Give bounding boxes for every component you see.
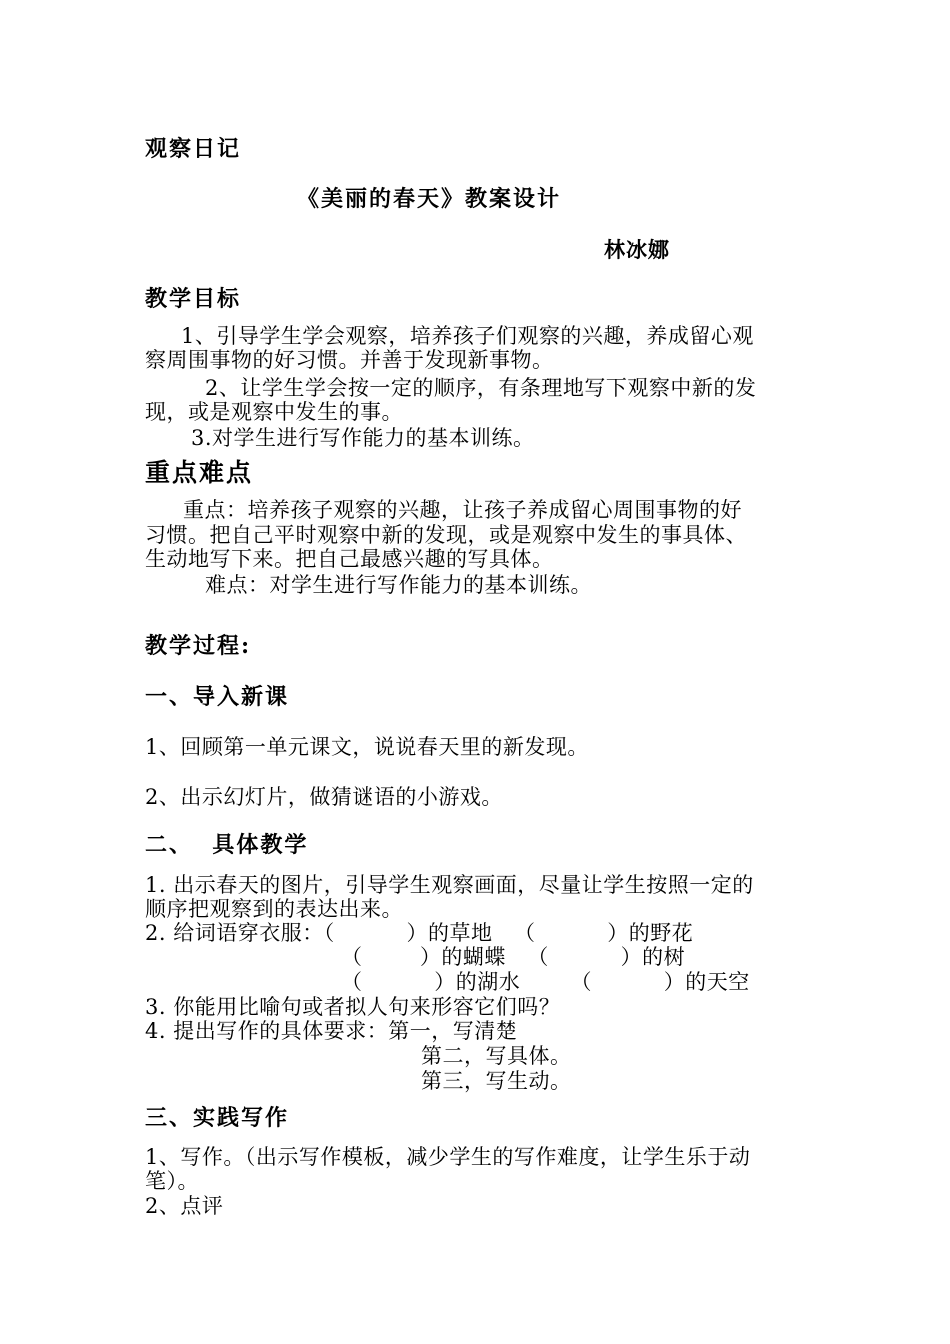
goals-line: 现，或是观察中发生的事。 (145, 400, 403, 424)
section-3-line: 1、写作。（出示写作模板，减少学生的写作难度，让学生乐于动 (145, 1145, 751, 1169)
section-1-item: 1、回顾第一单元课文，说说春天里的新发现。 (145, 735, 589, 759)
goals-line: 察周围事物的好习惯。并善于发现新事物。 (145, 348, 554, 372)
section-1-item: 2、出示幻灯片，做猜谜语的小游戏。 (145, 785, 503, 809)
section-2-line: 2. 给词语穿衣服：（ ）的草地 （ ）的野花 (145, 921, 694, 945)
section-2-line: 4. 提出写作的具体要求：第一，写清楚 (145, 1019, 518, 1043)
keypoints-heading: 重点难点 (145, 458, 254, 487)
goals-line: 3.对学生进行写作能力的基本训练。 (191, 426, 535, 450)
doc-author: 林冰娜 (604, 237, 670, 262)
section-3-heading: 三、实践写作 (145, 1105, 290, 1131)
keypoints-line: 生动地写下来。把自己最感兴趣的写具体。 (145, 547, 554, 571)
section-2-line: 顺序把观察到的表达出来。 (145, 897, 403, 921)
section-2-line: 1. 出示春天的图片，引导学生观察画面，尽量让学生按照一定的 (145, 873, 754, 897)
section-3-line: 2、点评 (145, 1194, 224, 1218)
goals-heading: 教学目标 (145, 286, 242, 312)
doc-header: 观察日记 (145, 136, 242, 162)
keypoints-line: 难点：对学生进行写作能力的基本训练。 (205, 573, 592, 597)
keypoints-line: 习惯。把自己平时观察中新的发现，或是观察中发生的事具体、 (145, 523, 747, 547)
goals-line: 2、让学生学会按一定的顺序，有条理地写下观察中新的发 (205, 376, 757, 400)
section-2-line: 3. 你能用比喻句或者拟人句来形容它们吗？ (145, 995, 561, 1019)
process-heading: 教学过程: (145, 633, 252, 659)
section-2-line: （ ）的湖水 （ ）的天空 (341, 970, 750, 994)
section-2-line: （ ）的蝴蝶 （ ）的树 (341, 945, 686, 969)
keypoints-line: 重点：培养孩子观察的兴趣，让孩子养成留心周围事物的好 (183, 498, 742, 522)
section-2-line: 第三，写生动。 (421, 1069, 572, 1093)
section-3-line: 笔）。 (145, 1169, 199, 1193)
section-2-line: 第二，写具体。 (421, 1044, 572, 1068)
doc-title: 《美丽的春天》教案设计 (297, 186, 562, 212)
section-2-heading: 二、 具体教学 (145, 832, 309, 858)
section-1-heading: 一、导入新课 (145, 684, 290, 710)
goals-line: 1、引导学生学会观察，培养孩子们观察的兴趣，养成留心观 (181, 324, 754, 348)
